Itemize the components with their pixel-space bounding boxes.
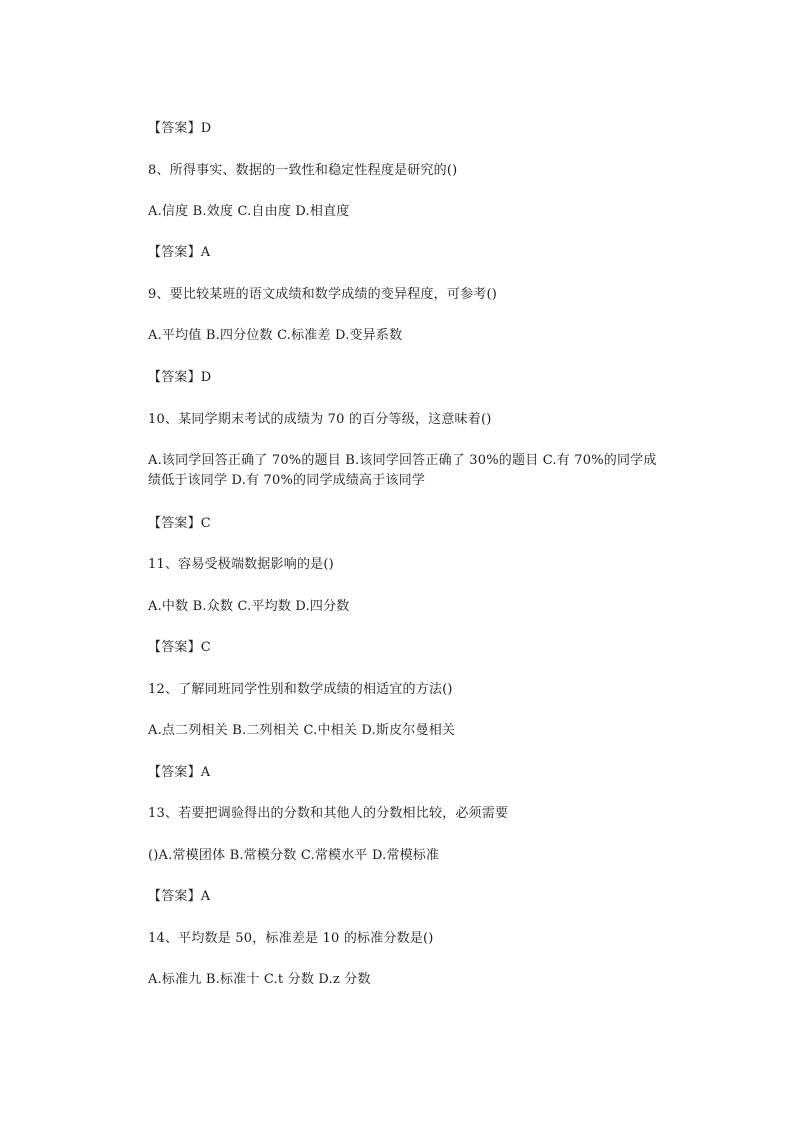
- question-8: 8、所得事实、数据的一致性和稳定性程度是研究的(): [148, 163, 458, 178]
- answer-9: 【答案】D: [148, 370, 212, 385]
- answer-12: 【答案】A: [148, 765, 211, 780]
- question-11: 11、容易受极端数据影响的是(): [148, 557, 334, 572]
- answer-8: 【答案】A: [148, 245, 211, 260]
- options-10: A.该同学回答正确了 70%的题目 B.该同学回答正确了 30%的题目 C.有 70%的同学成绩低于该同学 D.有 70%的同学成绩高于该同学: [148, 453, 657, 488]
- question-9: 9、要比较某班的语文成绩和数学成绩的变异程度，可参考(): [148, 287, 498, 302]
- question-13: 13、若要把调验得出的分数和其他人的分数相比较，必须需要: [148, 806, 509, 821]
- options-9: A.平均值 B.四分位数 C.标准差 D.变异系数: [148, 328, 403, 343]
- options-14: A.标准九 B.标准十 C.t 分数 D.z 分数: [148, 972, 371, 987]
- answer-13: 【答案】A: [148, 889, 211, 904]
- options-12: A.点二列相关 B.二列相关 C.中相关 D.斯皮尔曼相关: [148, 723, 456, 738]
- options-13: ()A.常模团体 B.常模分数 C.常模水平 D.常模标准: [148, 848, 440, 863]
- question-12: 12、了解同班同学性别和数学成绩的相适宜的方法(): [148, 682, 453, 697]
- question-14: 14、平均数是 50，标准差是 10 的标准分数是(): [148, 931, 434, 946]
- answer-line: 【答案】D: [148, 121, 212, 136]
- options-8: A.信度 B.效度 C.自由度 D.相直度: [148, 204, 350, 219]
- answer-11: 【答案】C: [148, 640, 211, 655]
- answer-10: 【答案】C: [148, 516, 211, 531]
- question-10: 10、某同学期末考试的成绩为 70 的百分等级，这意味着(): [148, 412, 492, 427]
- options-11: A.中数 B.众数 C.平均数 D.四分数: [148, 599, 350, 614]
